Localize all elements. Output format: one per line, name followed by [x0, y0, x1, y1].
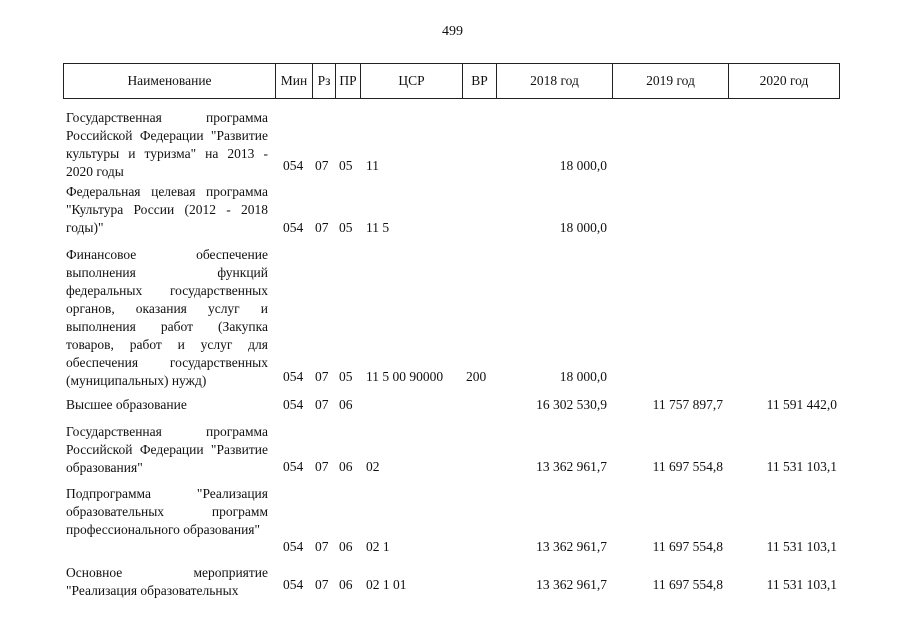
row-rz: 07 — [315, 369, 329, 384]
row-csr: 02 — [366, 459, 380, 474]
row-2020: 11 531 103,1 — [766, 459, 837, 474]
row-min: 054 — [283, 369, 304, 384]
row-rz: 07 — [315, 577, 329, 592]
row-pr: 05 — [339, 369, 353, 384]
row-name: Финансовое обеспечение выполнения функций федеральных государственных органов, оказания услуг и выполнения работ (Закупка товаров, работ и услуг для обеспечения государственных (муниципальных) нужд) — [66, 247, 268, 388]
row-pr: 06 — [339, 577, 353, 592]
row-rz: 07 — [315, 158, 329, 173]
row-csr: 02 1 01 — [366, 577, 407, 592]
page-number: 499 — [442, 24, 463, 39]
row-min: 054 — [283, 220, 304, 235]
header-vr: ВР — [471, 73, 488, 88]
row-name: Федеральная целевая программа "Культура России (2012 - 2018 годы)" — [66, 184, 268, 235]
header-2019: 2019 год — [646, 73, 695, 88]
row-name: Подпрограмма "Реализация образовательных программ профессионального образования" — [66, 486, 268, 537]
row-pr: 05 — [339, 158, 353, 173]
row-2018: 16 302 530,9 — [536, 397, 607, 412]
header-min: Мин — [280, 73, 308, 88]
row-name: Высшее образование — [66, 397, 187, 412]
row-pr: 06 — [339, 459, 353, 474]
row-csr: 11 5 00 90000 — [366, 369, 444, 384]
row-pr: 06 — [339, 539, 353, 554]
row-rz: 07 — [315, 459, 329, 474]
row-2019: 11 697 554,8 — [652, 539, 723, 554]
row-2018: 18 000,0 — [559, 220, 607, 235]
row-name: Государственная программа Российской Федерации "Развитие образования" — [66, 424, 268, 475]
row-2018: 13 362 961,7 — [536, 459, 607, 474]
header-2018: 2018 год — [530, 73, 579, 88]
header-csr: ЦСР — [398, 73, 425, 88]
row-min: 054 — [283, 459, 304, 474]
row-min: 054 — [283, 158, 304, 173]
row-rz: 07 — [315, 220, 329, 235]
row-rz: 07 — [315, 539, 329, 554]
row-name: Основное мероприятие "Реализация образовательных — [66, 565, 268, 598]
row-csr: 02 1 — [366, 539, 390, 554]
row-csr: 11 5 — [366, 220, 390, 235]
row-2020: 11 531 103,1 — [766, 577, 837, 592]
row-2018: 18 000,0 — [559, 158, 607, 173]
row-2018: 18 000,0 — [559, 369, 607, 384]
header-rz: Рз — [317, 73, 331, 88]
row-name: Государственная программа Российской Федерации "Развитие культуры и туризма" на 2013 - 2020 годы — [66, 110, 268, 179]
row-min: 054 — [283, 397, 304, 412]
row-2020: 11 591 442,0 — [766, 397, 837, 412]
row-vr: 200 — [466, 369, 487, 384]
row-pr: 05 — [339, 220, 353, 235]
header-name: Наименование — [127, 73, 212, 88]
row-min: 054 — [283, 539, 304, 554]
row-pr: 06 — [339, 397, 353, 412]
row-2018: 13 362 961,7 — [536, 577, 607, 592]
row-2019: 11 757 897,7 — [652, 397, 723, 412]
row-2019: 11 697 554,8 — [652, 577, 723, 592]
row-min: 054 — [283, 577, 304, 592]
row-2018: 13 362 961,7 — [536, 539, 607, 554]
header-2020: 2020 год — [759, 73, 809, 88]
row-csr: 11 — [366, 158, 379, 173]
row-rz: 07 — [315, 397, 329, 412]
header-pr: ПР — [339, 73, 357, 88]
row-2020: 11 531 103,1 — [766, 539, 837, 554]
row-2019: 11 697 554,8 — [652, 459, 723, 474]
